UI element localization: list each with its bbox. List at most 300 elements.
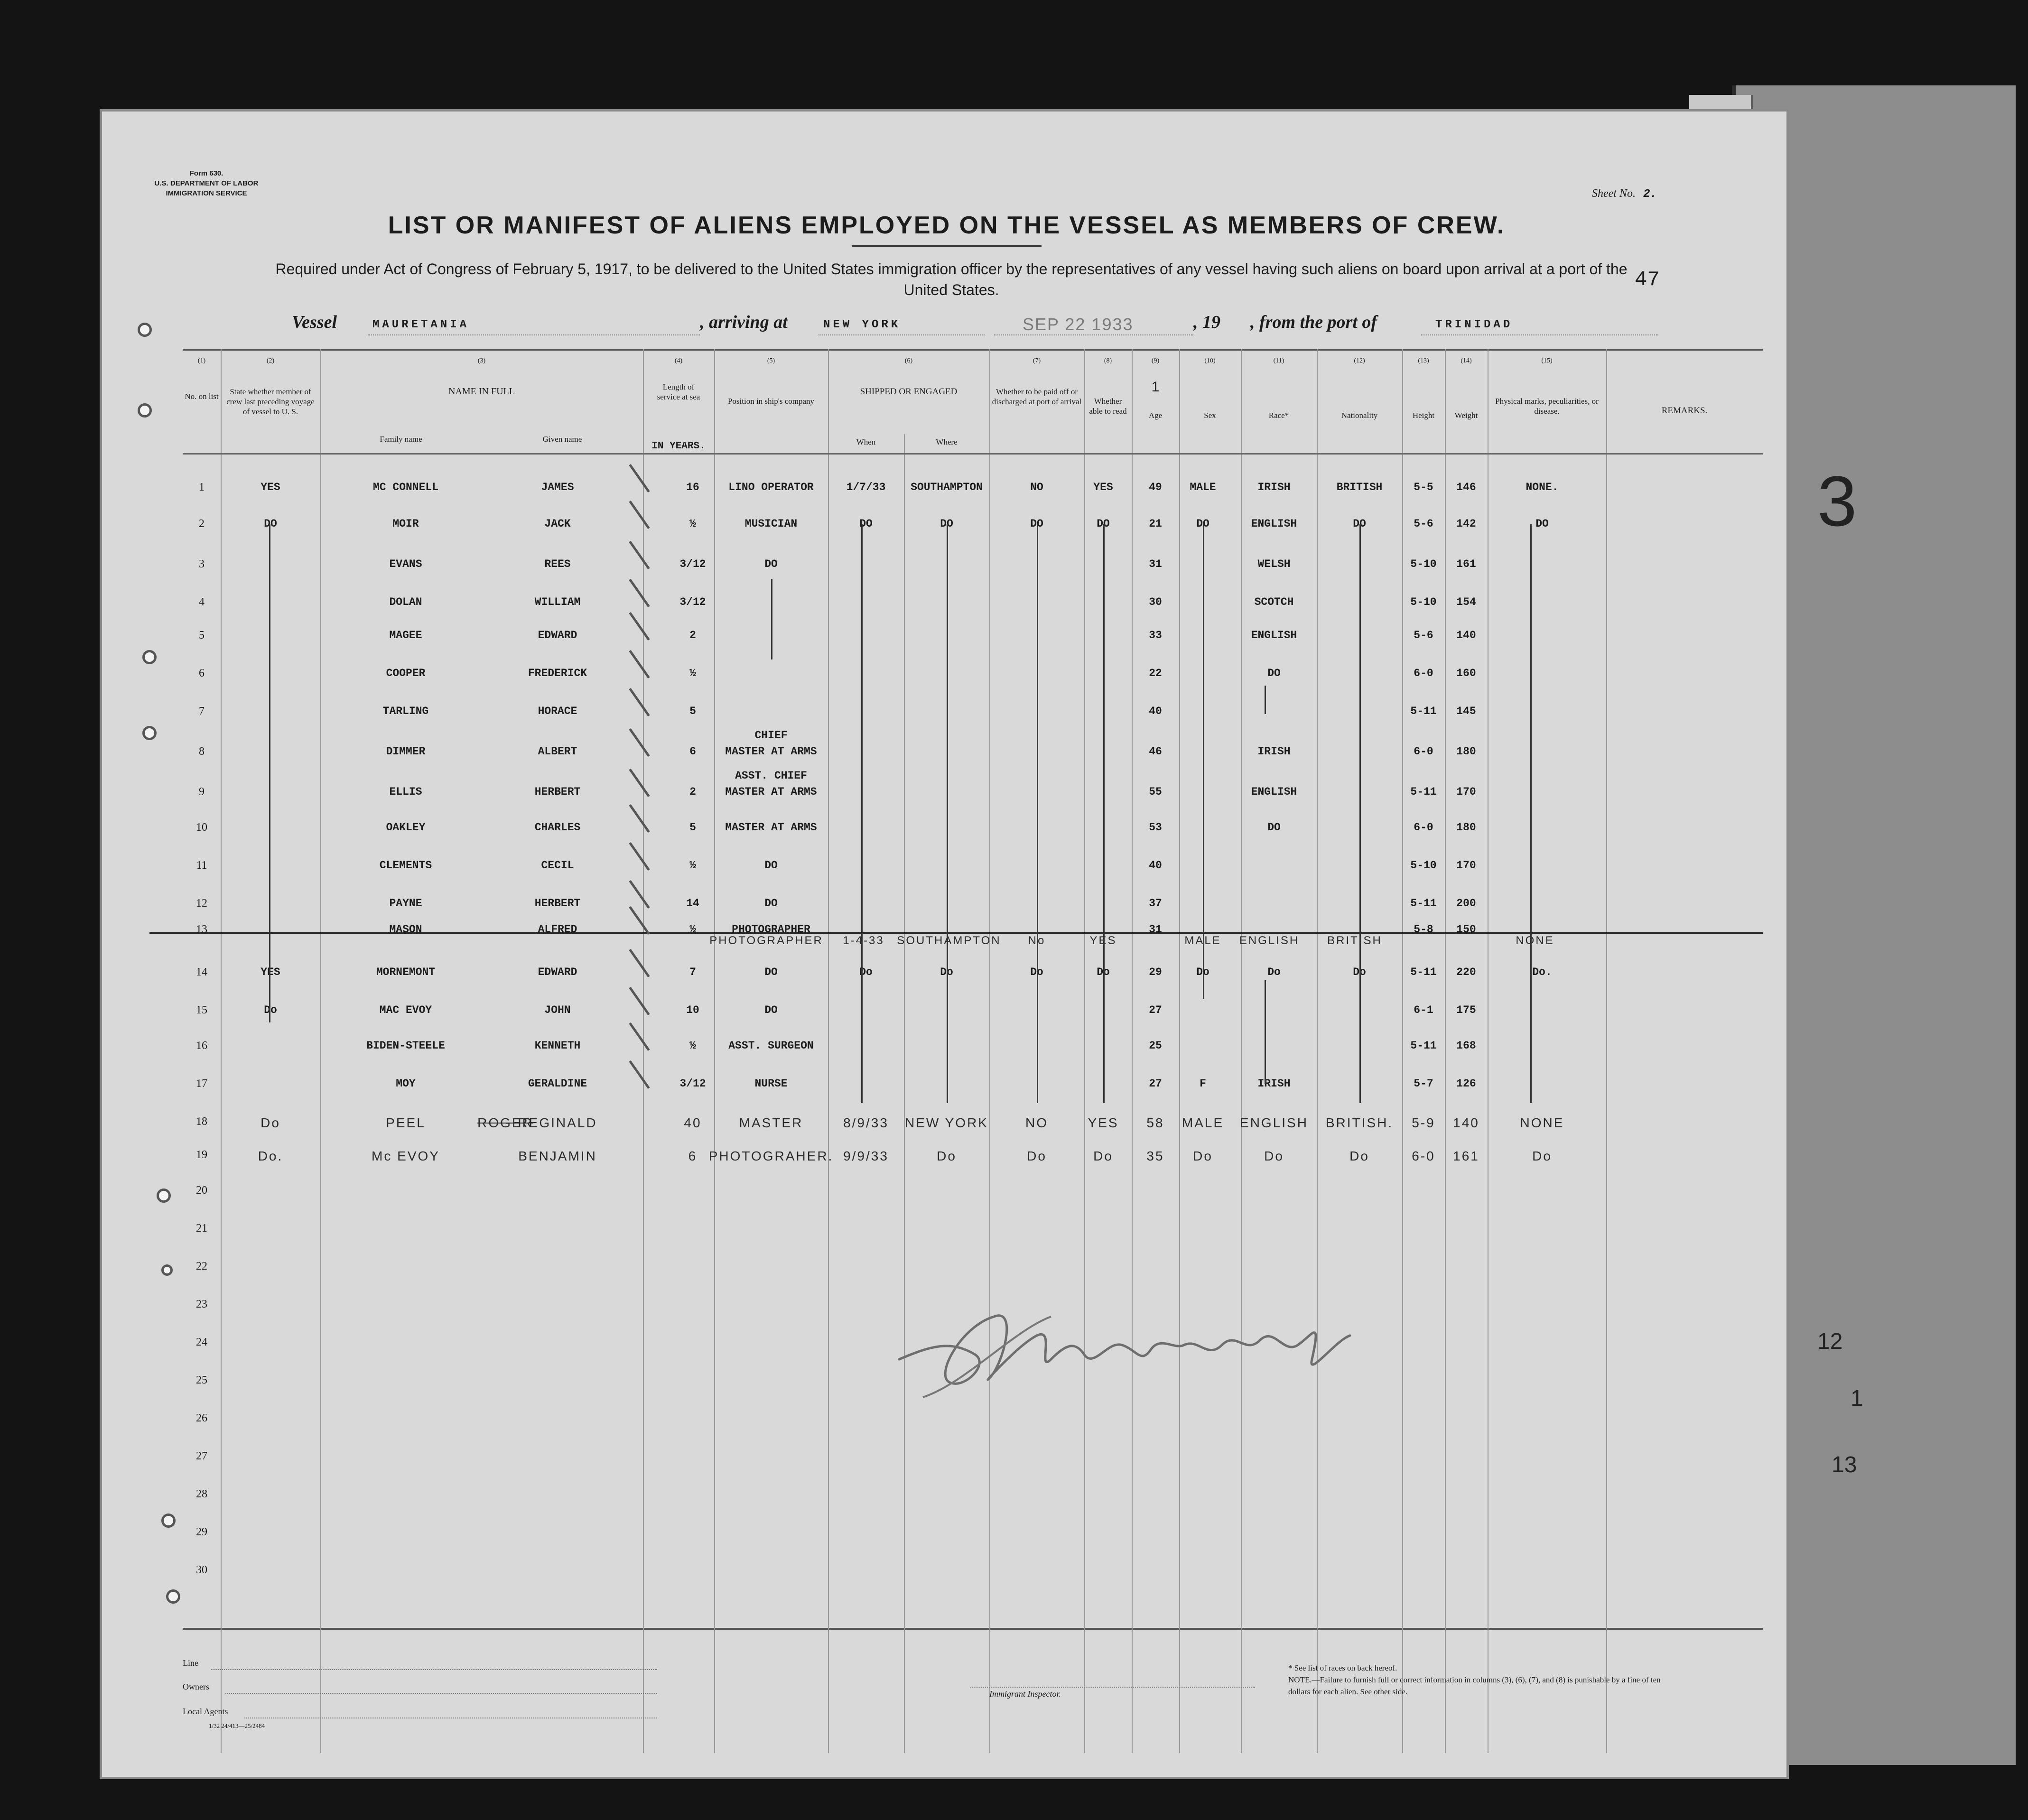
cell-given-struck: ROGER xyxy=(477,1115,533,1130)
ditto-line xyxy=(1103,524,1105,1103)
cell-marks: Do xyxy=(1532,1149,1552,1163)
cell-given: REGINALD xyxy=(518,1115,597,1130)
col9-num: (9) xyxy=(1151,357,1160,364)
cell-weight: 170 xyxy=(1456,786,1476,798)
cell-height: 5-10 xyxy=(1410,859,1437,872)
binder-hole xyxy=(138,403,152,418)
cell-age: 58 xyxy=(1146,1115,1164,1130)
cell-paid: Do xyxy=(1027,1149,1047,1163)
cell-service: ½ xyxy=(689,667,696,679)
cell-race: ENGLISH xyxy=(1251,786,1297,798)
cell-given: EDWARD xyxy=(538,629,577,641)
row-number: 11 xyxy=(196,859,207,872)
col4-num: (4) xyxy=(674,357,683,364)
col-divider xyxy=(1241,349,1242,1753)
service: IMMIGRATION SERVICE xyxy=(166,189,247,197)
races-note: * See list of races on back hereof. xyxy=(1288,1663,1397,1672)
sheet-value: 2. xyxy=(1643,188,1657,201)
cell-age: 27 xyxy=(1149,1077,1162,1090)
cell-marks: NONE. xyxy=(1526,481,1559,493)
row-number: 19 xyxy=(196,1149,207,1161)
margin-mark-big: 3 xyxy=(1817,461,1857,541)
cell-weight: 161 xyxy=(1453,1149,1479,1163)
inspector-signature xyxy=(894,1288,1416,1411)
cell-sex: F xyxy=(1200,1077,1206,1090)
cell-weight: 146 xyxy=(1456,481,1476,493)
subtitle: Required under Act of Congress of February 5, 1917, to be delivered to the United States immigration officer by the representatives of any vessel having such aliens on board upon arrival at a port of the United States. xyxy=(275,260,1628,298)
col2-num: (2) xyxy=(266,357,275,364)
title-rule xyxy=(852,245,1042,247)
cell-age: 30 xyxy=(1149,596,1162,608)
binder-hole xyxy=(142,726,157,740)
cell-prev: Do xyxy=(264,1004,277,1016)
col11-header: Race* xyxy=(1268,411,1289,420)
cell-height: 5-6 xyxy=(1414,629,1433,641)
cell-position: MASTER xyxy=(739,1115,803,1130)
year-label: , 19 xyxy=(1193,312,1220,332)
correction-when: 1-4-33 xyxy=(843,934,884,947)
manifest-sheet xyxy=(100,109,1789,1779)
ditto-line xyxy=(771,579,772,659)
cell-family: MAGEE xyxy=(389,629,422,641)
col13-header: Height xyxy=(1412,411,1435,420)
cell-race: WELSH xyxy=(1257,558,1291,570)
cell-age: 46 xyxy=(1149,745,1162,758)
cell-family: ELLIS xyxy=(389,786,422,798)
cell-service: 3/12 xyxy=(679,1077,706,1090)
col-divider xyxy=(1445,349,1446,1753)
row-number: 4 xyxy=(199,596,205,608)
row-number: 3 xyxy=(199,558,205,570)
from-label: , from the port of xyxy=(1250,312,1377,332)
row-number: 12 xyxy=(196,897,207,910)
cell-weight: 180 xyxy=(1456,745,1476,758)
row-number: 24 xyxy=(196,1336,207,1348)
col-divider xyxy=(1084,349,1085,1753)
col12-num: (12) xyxy=(1354,357,1365,364)
cell-position: MUSICIAN xyxy=(744,518,798,530)
row-number: 10 xyxy=(196,821,207,834)
row-number: 2 xyxy=(199,518,205,530)
form-number: Form 630. xyxy=(189,169,223,177)
cell-position: DO xyxy=(764,859,778,872)
col-divider xyxy=(828,349,829,1753)
page-title: LIST OR MANIFEST OF ALIENS EMPLOYED ON THE VESSEL AS MEMBERS OF CREW. xyxy=(388,212,1506,239)
cell-position: ASST. SURGEON xyxy=(728,1040,814,1052)
col-divider xyxy=(1402,349,1403,1753)
cell-service: ½ xyxy=(689,518,696,530)
sheet-number xyxy=(1592,187,1657,201)
cell-service: 3/12 xyxy=(679,596,706,608)
cell-family: TARLING xyxy=(382,705,429,717)
cell-service: 5 xyxy=(689,821,696,834)
cell-nationality: Do xyxy=(1353,966,1366,978)
cell-family: MOY xyxy=(396,1077,416,1090)
col6-header: SHIPPED OR ENGAGED xyxy=(860,387,958,397)
arriving-port: NEW YORK xyxy=(823,318,901,331)
col-divider xyxy=(1132,349,1133,1753)
ditto-line xyxy=(1530,524,1532,1103)
cell-height: 6-0 xyxy=(1414,745,1433,758)
col10-header: Sex xyxy=(1204,411,1216,420)
cell-race: IRISH xyxy=(1257,1077,1291,1090)
cell-weight: 145 xyxy=(1456,705,1476,717)
footer-agents-label: Local Agents xyxy=(183,1707,228,1716)
cell-family: OAKLEY xyxy=(386,821,426,834)
header-rule xyxy=(183,453,1763,455)
col2-header: State whether member of crew last preceding voyage of vessel to U. S. xyxy=(226,387,315,416)
cell-where: Do xyxy=(940,966,953,978)
cell-prev: Do. xyxy=(258,1149,283,1163)
col12-header: Nationality xyxy=(1341,411,1378,420)
ditto-line xyxy=(1203,524,1204,999)
footer-owners-fill xyxy=(225,1693,657,1694)
col6-num: (6) xyxy=(904,357,913,364)
row-number: 22 xyxy=(196,1260,207,1272)
cell-where: SOUTHAMPTON xyxy=(911,481,983,493)
cell-family: COOPER xyxy=(386,667,426,679)
cell-height: 5-10 xyxy=(1410,596,1437,608)
manifest-table xyxy=(183,349,1763,1630)
col4-unit: IN YEARS. xyxy=(651,441,706,452)
cell-weight: 154 xyxy=(1456,596,1476,608)
cell-height: 6-1 xyxy=(1414,1004,1433,1016)
footer-line-fill xyxy=(211,1669,657,1670)
cell-when: 1/7/33 xyxy=(846,481,886,493)
cell-age: 21 xyxy=(1149,518,1162,530)
col14-header: Weight xyxy=(1454,411,1478,420)
col-divider xyxy=(1179,349,1180,1753)
cell-height: 5-11 xyxy=(1410,786,1437,798)
col7-num: (7) xyxy=(1033,357,1041,364)
inspector-fill xyxy=(970,1687,1255,1688)
cell-service: ½ xyxy=(689,923,696,936)
col-divider xyxy=(320,349,321,1753)
cell-age: 31 xyxy=(1149,558,1162,570)
col-divider xyxy=(714,349,715,1753)
cell-given: BENJAMIN xyxy=(518,1149,597,1163)
cell-position-top: CHIEF xyxy=(754,729,788,742)
cell-weight: 200 xyxy=(1456,897,1476,910)
cell-nationality: BRITISH xyxy=(1336,481,1383,493)
cell-read: YES xyxy=(1093,481,1113,493)
cell-service: 3/12 xyxy=(679,558,706,570)
col11-num: (11) xyxy=(1273,357,1284,364)
cell-paid: Do xyxy=(1030,966,1043,978)
binder-hole xyxy=(142,650,157,664)
cell-age: 49 xyxy=(1149,481,1162,493)
binder-hole xyxy=(161,1514,176,1528)
cell-prev: YES xyxy=(260,966,280,978)
cell-age: 53 xyxy=(1149,821,1162,834)
cell-read: Do xyxy=(1097,966,1110,978)
row-number: 25 xyxy=(196,1374,207,1386)
vessel-label: Vessel xyxy=(292,312,337,332)
cell-prev: YES xyxy=(260,481,280,493)
margin-mark-13: 13 xyxy=(1832,1452,1857,1477)
cell-weight: 126 xyxy=(1456,1077,1476,1090)
cell-sex: DO xyxy=(1196,518,1209,530)
remarks-header: REMARKS. xyxy=(1661,406,1708,416)
row-number: 8 xyxy=(199,745,205,758)
cell-weight: 140 xyxy=(1453,1115,1479,1130)
cell-given: GERALDINE xyxy=(528,1077,587,1090)
date-fill xyxy=(994,334,1193,335)
cell-family: MAC EVOY xyxy=(379,1004,432,1016)
correction-race: ENGLISH xyxy=(1239,934,1300,947)
binder-hole xyxy=(161,1264,173,1276)
cell-weight: 175 xyxy=(1456,1004,1476,1016)
cell-age: 55 xyxy=(1149,786,1162,798)
cell-family: PAYNE xyxy=(389,897,422,910)
row-number: 17 xyxy=(196,1077,207,1090)
arriving-fill xyxy=(819,334,985,335)
cell-age: 25 xyxy=(1149,1040,1162,1052)
cell-family: MOIR xyxy=(392,518,419,530)
row-number: 7 xyxy=(199,705,205,717)
col-divider xyxy=(1317,349,1318,1753)
cell-race: ENGLISH xyxy=(1240,1115,1308,1130)
col15-num: (15) xyxy=(1541,357,1553,364)
cell-race: Do xyxy=(1264,1149,1284,1163)
col5-header: Position in ship's company xyxy=(727,397,815,406)
cell-given: JOHN xyxy=(544,1004,571,1016)
cell-given: CECIL xyxy=(541,859,574,872)
from-port: TRINIDAD xyxy=(1435,318,1513,331)
cell-height: 6-0 xyxy=(1414,821,1433,834)
cell-family: PEEL xyxy=(386,1115,426,1130)
cell-given: EDWARD xyxy=(538,966,577,978)
correction-position: PHOTOGRAPHER xyxy=(709,934,823,947)
cell-height: 6-0 xyxy=(1412,1149,1435,1163)
col9-header: Age xyxy=(1148,411,1163,420)
row-number: 13 xyxy=(196,923,207,936)
row-number: 26 xyxy=(196,1412,207,1424)
cell-service: 40 xyxy=(684,1115,702,1130)
cell-given: WILLIAM xyxy=(534,596,581,608)
margin-mark-12: 12 xyxy=(1817,1329,1843,1354)
cell-family: MC CONNELL xyxy=(372,481,439,493)
cell-given: HORACE xyxy=(538,705,577,717)
cell-service: ½ xyxy=(689,859,696,872)
cell-given: CHARLES xyxy=(534,821,581,834)
cell-age: 33 xyxy=(1149,629,1162,641)
cell-height: 5-11 xyxy=(1410,705,1437,717)
row-number: 23 xyxy=(196,1298,207,1310)
cell-position: LINO OPERATOR xyxy=(728,481,814,493)
cell-given: KENNETH xyxy=(534,1040,581,1052)
cell-family: CLEMENTS xyxy=(379,859,432,872)
row-number: 18 xyxy=(196,1115,207,1128)
cell-age: 37 xyxy=(1149,897,1162,910)
cell-where: NEW YORK xyxy=(905,1115,988,1130)
footer-owners-label: Owners xyxy=(183,1682,209,1691)
cell-when: DO xyxy=(859,518,873,530)
cell-read: Do xyxy=(1093,1149,1113,1163)
col8-num: (8) xyxy=(1104,357,1112,364)
cell-position: PHOTOGRAPHER xyxy=(732,923,810,936)
col3-num: (3) xyxy=(477,357,486,364)
cell-weight: 220 xyxy=(1456,966,1476,978)
cell-weight: 180 xyxy=(1456,821,1476,834)
print-code: 1/32 24/413—25/2484 xyxy=(209,1722,265,1729)
cell-sex: MALE xyxy=(1190,481,1216,493)
cell-race: DO xyxy=(1267,667,1281,679)
row-number: 20 xyxy=(196,1184,207,1197)
cell-position: MASTER AT ARMS xyxy=(725,745,817,758)
row-number: 29 xyxy=(196,1526,207,1538)
cell-height: 5-8 xyxy=(1414,923,1433,936)
cell-given: HERBERT xyxy=(534,897,581,910)
cell-service: 10 xyxy=(686,1004,699,1016)
cell-race: Do xyxy=(1267,966,1281,978)
col-divider xyxy=(1606,349,1607,1753)
cell-given: ALBERT xyxy=(538,745,577,758)
cell-service: 2 xyxy=(689,786,696,798)
row-number: 9 xyxy=(199,786,205,798)
cell-family: DOLAN xyxy=(389,596,422,608)
cell-position: DO xyxy=(764,558,778,570)
correction-paid: No xyxy=(1028,934,1046,947)
row-number: 21 xyxy=(196,1222,207,1235)
page-number: 47 xyxy=(1635,268,1660,292)
cell-weight: 150 xyxy=(1456,923,1476,936)
cell-age: 22 xyxy=(1149,667,1162,679)
cell-race: IRISH xyxy=(1257,481,1291,493)
cell-sex: MALE xyxy=(1181,1115,1224,1130)
cell-race: DO xyxy=(1267,821,1281,834)
row13-strike-line xyxy=(149,932,1763,934)
row-number: 15 xyxy=(196,1004,207,1016)
from-fill xyxy=(1421,334,1658,335)
cell-age: 35 xyxy=(1146,1149,1164,1163)
col3-given: Given name xyxy=(542,435,582,444)
binder-hole xyxy=(157,1189,171,1203)
col5-num: (5) xyxy=(767,357,775,364)
cell-height: 5-6 xyxy=(1414,518,1433,530)
cell-prev: DO xyxy=(264,518,277,530)
cell-race: ENGLISH xyxy=(1251,518,1297,530)
department: U.S. DEPARTMENT OF LABOR xyxy=(154,179,259,187)
col-divider xyxy=(221,349,222,1753)
cell-weight: 140 xyxy=(1456,629,1476,641)
col-divider xyxy=(904,434,905,1753)
cell-when: Do xyxy=(859,966,873,978)
cell-paid: NO xyxy=(1030,481,1043,493)
margin-mark-1: 1 xyxy=(1851,1386,1863,1411)
cell-position: DO xyxy=(764,897,778,910)
col14-num: (14) xyxy=(1461,357,1472,364)
arriving-label: , arriving at xyxy=(700,312,788,332)
cell-position-top: ASST. CHIEF xyxy=(735,770,807,782)
cell-service: 6 xyxy=(688,1149,698,1163)
cell-given: JACK xyxy=(544,518,571,530)
col6-where: Where xyxy=(936,437,958,446)
cell-position: MASTER AT ARMS xyxy=(725,821,817,834)
cell-race: IRISH xyxy=(1257,745,1291,758)
form-header xyxy=(154,168,259,198)
correction-marks: NONE xyxy=(1516,934,1554,947)
cell-where: DO xyxy=(940,518,953,530)
cell-age: 40 xyxy=(1149,859,1162,872)
cell-age: 40 xyxy=(1149,705,1162,717)
cell-height: 5-11 xyxy=(1410,1040,1437,1052)
cell-height: 5-10 xyxy=(1410,558,1437,570)
footer-line-label: Line xyxy=(183,1658,198,1668)
cell-height: 5-11 xyxy=(1410,897,1437,910)
col-divider xyxy=(989,349,990,1753)
cell-nationality: Do xyxy=(1349,1149,1369,1163)
row-number: 30 xyxy=(196,1564,207,1576)
col13-num: (13) xyxy=(1418,357,1429,364)
date-stamp: SEP 22 1933 xyxy=(1023,315,1134,334)
col1-header: No. on list xyxy=(185,392,219,401)
cell-family: MASON xyxy=(389,923,422,936)
cell-height: 6-0 xyxy=(1414,667,1433,679)
cell-height: 5-5 xyxy=(1414,481,1433,493)
cell-where: Do xyxy=(937,1149,957,1163)
ditto-line xyxy=(1359,524,1361,1103)
cell-read: DO xyxy=(1097,518,1110,530)
correction-nationality: BRITISH xyxy=(1327,934,1382,947)
vessel-name: MAURETANIA xyxy=(372,318,470,331)
ditto-line xyxy=(1037,524,1038,1103)
cell-family: MORNEMONT xyxy=(376,966,436,978)
cell-age: 31 xyxy=(1149,923,1162,936)
cell-when: 8/9/33 xyxy=(843,1115,889,1130)
cell-marks: Do. xyxy=(1532,966,1552,978)
cell-position: MASTER AT ARMS xyxy=(725,786,817,798)
cell-position: DO xyxy=(764,966,778,978)
ditto-line xyxy=(947,524,948,1103)
cell-given: REES xyxy=(544,558,571,570)
cell-height: 5-9 xyxy=(1412,1115,1435,1130)
cell-position: PHOTOGRAHER. xyxy=(708,1149,834,1163)
row-number: 28 xyxy=(196,1488,207,1500)
col1-num: (1) xyxy=(197,357,206,364)
col10-num: (10) xyxy=(1204,357,1216,364)
ditto-line xyxy=(1265,980,1266,1084)
cell-family: BIDEN-STEELE xyxy=(366,1040,445,1052)
cell-when: 9/9/33 xyxy=(843,1149,889,1163)
cell-service: 14 xyxy=(686,897,699,910)
inspector-label: Immigrant Inspector. xyxy=(989,1689,1061,1699)
correction-where: SOUTHAMPTON xyxy=(897,934,1001,947)
cell-service: 7 xyxy=(689,966,696,978)
col3-family: Family name xyxy=(380,435,422,444)
cell-service: 5 xyxy=(689,705,696,717)
row-number: 6 xyxy=(199,667,205,679)
cell-family: EVANS xyxy=(389,558,422,570)
ditto-line xyxy=(269,524,270,1022)
binder-hole xyxy=(166,1589,180,1604)
col15-header: Physical marks, peculiarities, or disease. xyxy=(1495,397,1599,416)
cell-weight: 161 xyxy=(1456,558,1476,570)
cell-position: DO xyxy=(764,1004,778,1016)
cell-family: DIMMER xyxy=(386,745,426,758)
cell-family: Mc EVOY xyxy=(372,1149,440,1163)
cell-age: 29 xyxy=(1149,966,1162,978)
vessel-fill xyxy=(368,334,700,335)
row-number: 16 xyxy=(196,1040,207,1052)
correction-read: YES xyxy=(1089,934,1117,947)
cell-prev: Do xyxy=(260,1115,280,1130)
col8-header: Whether able to read xyxy=(1089,397,1127,416)
cell-given: JAMES xyxy=(541,481,574,493)
col6-when: When xyxy=(856,437,876,446)
cell-service: ½ xyxy=(689,1040,696,1052)
cell-weight: 142 xyxy=(1456,518,1476,530)
